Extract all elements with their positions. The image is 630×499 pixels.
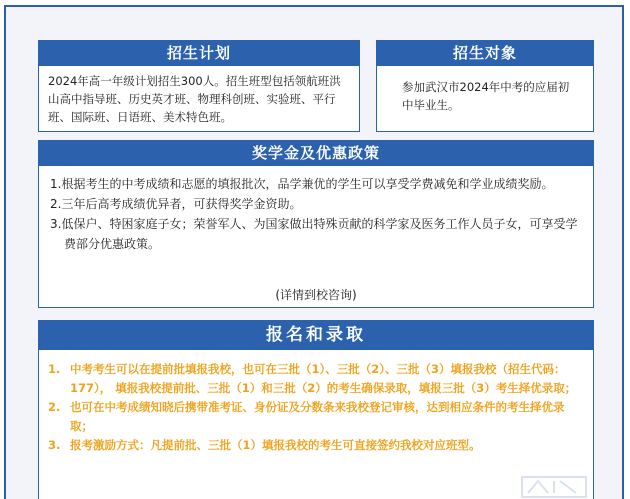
admission-item bbox=[48, 398, 584, 436]
watermark-decoration bbox=[520, 473, 588, 499]
scholarship-list bbox=[50, 174, 586, 254]
admission-item-text: 报考激励方式：凡提前批、三批（1）填报我校的考生可直接签约我校对应班型。 bbox=[70, 438, 481, 452]
admission-item-text: 中考考生可以在提前批填报我校，也可在三批（1）、三批（2）、三批（3）填报我校（招生代码：177）， 填报我校提前批、三批（1）和三批（2）的考生确保录取，填报三批（3）考生择优录取； bbox=[70, 362, 577, 395]
admission-item-number: 2. bbox=[48, 400, 61, 414]
scholarship-item: 2.三年后高考成绩优异者，可获得奖学金资助。 bbox=[50, 197, 302, 211]
enrollment-target-title: 招生对象 bbox=[376, 40, 594, 66]
enrollment-plan-panel bbox=[38, 40, 360, 132]
admission-title: 报名和录取 bbox=[38, 320, 594, 350]
enrollment-target-panel bbox=[376, 40, 594, 132]
admission-item-number: 1. bbox=[48, 362, 61, 376]
admission-item bbox=[48, 360, 584, 398]
scholarship-panel bbox=[38, 140, 594, 308]
enrollment-plan-title: 招生计划 bbox=[38, 40, 360, 66]
admission-panel bbox=[38, 320, 594, 499]
scholarship-item: 3.低保户、特困家庭子女；荣誉军人、为国家做出特殊贡献的科学家及医务工作人员子女，可享受学费部分优惠政策。 bbox=[50, 217, 578, 251]
admission-list bbox=[48, 360, 584, 455]
enrollment-plan-text: 2024年高一年级计划招生300人。招生班型包括领航班洪山高中指导班、历史英才班、物理科创班、实验班、平行班、国际班、日语班、美术特色班。 bbox=[48, 74, 341, 124]
admission-item bbox=[48, 436, 584, 455]
admission-item-number: 3. bbox=[48, 438, 61, 452]
scholarship-title: 奖学金及优惠政策 bbox=[38, 140, 594, 166]
enrollment-target-text: 参加武汉市2024年中考的应届初中毕业生。 bbox=[402, 80, 570, 112]
admission-item-text: 也可在中考成绩知晓后携带准考证、身份证及分数条来我校登记审核，达到相应条件的考生择优录取； bbox=[70, 400, 565, 433]
scholarship-note: (详情到校咨询) bbox=[275, 288, 357, 302]
scholarship-item: 1.根据考生的中考成绩和志愿的填报批次，品学兼优的学生可以享受学费减免和学业成绩奖励。 bbox=[50, 177, 554, 191]
